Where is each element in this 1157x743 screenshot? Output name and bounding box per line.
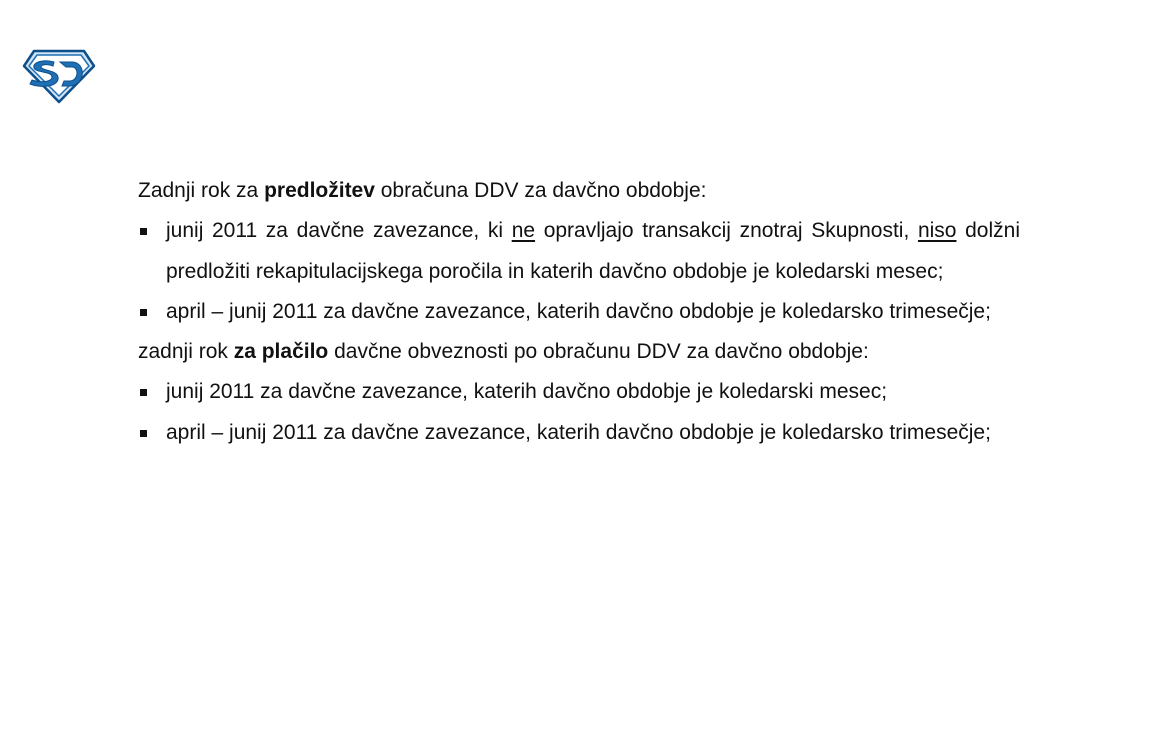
bullet-square-icon — [140, 430, 147, 437]
sd-logo — [22, 48, 96, 104]
paragraph-submission-deadline: Zadnji rok za predložitev obračuna DDV za davčno obdobje: — [138, 179, 707, 202]
list-item-payment-monthly: junij 2011 za davčne zavezance, katerih davčno obdobje je koledarski mesec; — [138, 372, 1020, 412]
list-item-submission-monthly: junij 2011 za davčne zavezance, ki ne opravljajo transakcij znotraj Skupnosti, niso dolžni predložiti rekapitulacijskega poročila in katerih davčno obdobje je koledarski mesec; — [138, 211, 1020, 292]
bullet-square-icon — [140, 228, 147, 235]
document-body — [138, 171, 1020, 453]
list-item-submission-quarterly: april – junij 2011 za davčne zavezance, katerih davčno obdobje je koledarsko trimesečje; — [138, 292, 1020, 332]
bullet-square-icon — [140, 389, 147, 396]
paragraph-payment-deadline: zadnji rok za plačilo davčne obveznosti po obračunu DDV za davčno obdobje: — [138, 340, 869, 364]
list-item-payment-quarterly: april – junij 2011 za davčne zavezance, katerih davčno obdobje je koledarsko trimesečje; — [138, 413, 1020, 453]
bullet-square-icon — [140, 309, 147, 316]
